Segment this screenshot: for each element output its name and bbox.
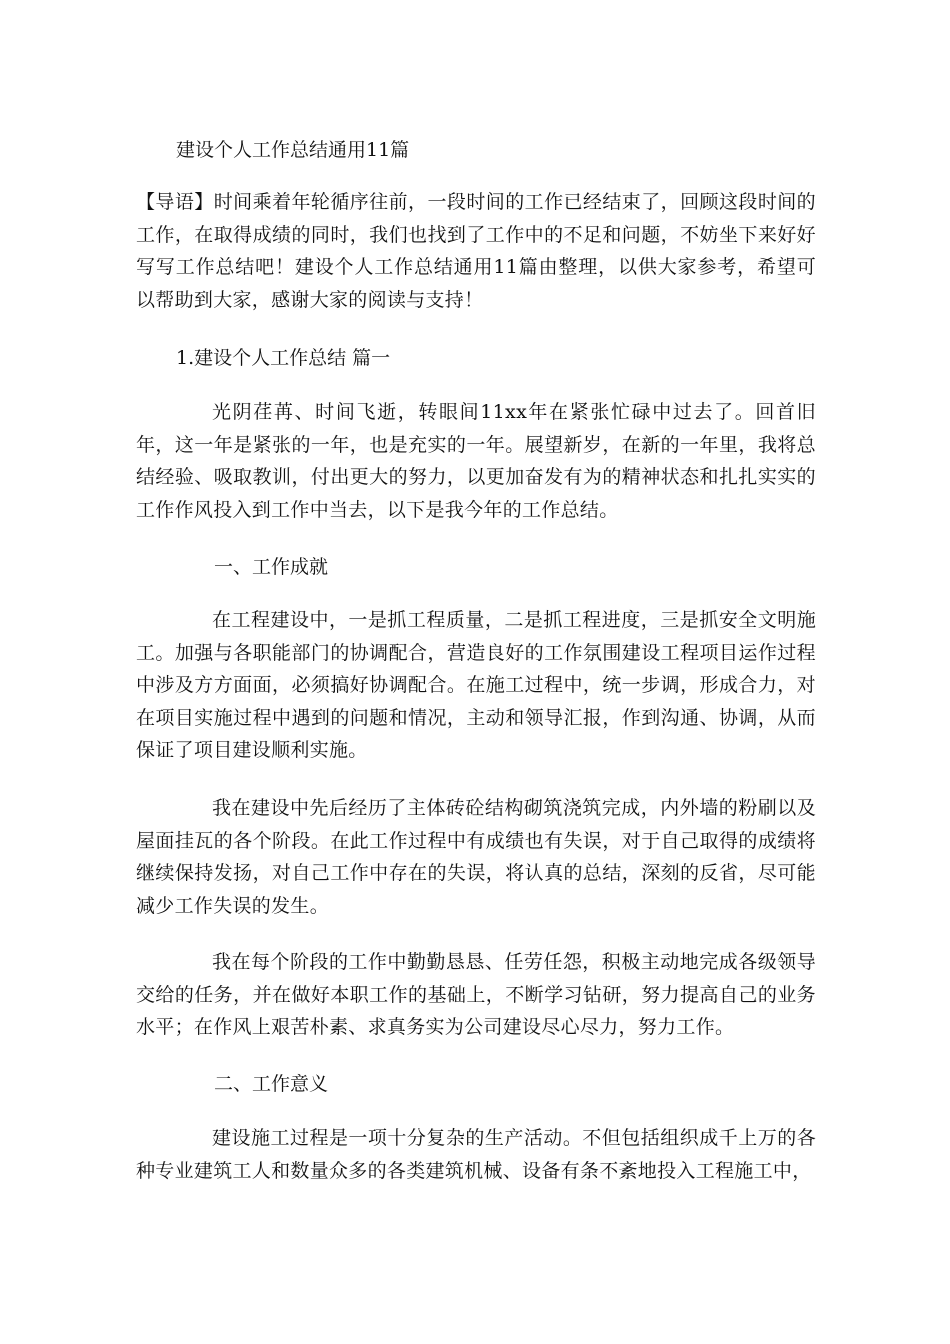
subheading-achievements: 一、工作成就	[214, 556, 329, 578]
paragraph-1: 光阴荏苒、时间飞逝，转眼间11xx年在紧张忙碌中过去了。回首旧年，这一年是紧张的一年，也是充实的一年。展望新岁，在新的一年里，我将总结经验、吸取教训，付出更大的努力，以更加奋发有为的精神状态和扎扎实实的工作作风投入到工作中当去，以下是我今年的工作总结。	[136, 401, 816, 521]
document-title: 建设个人工作总结通用11篇	[176, 139, 410, 161]
paragraph-2: 在工程建设中，一是抓工程质量，二是抓工程进度，三是抓安全文明施工。加强与各职能部门的协调配合，营造良好的工作氛围建设工程项目运作过程中涉及方方面面，必须搞好协调配合。在施工过程中，统一步调，形成合力，对在项目实施过程中遇到的问题和情况，主动和领导汇报，作到沟通、协调，从而保证了项目建设顺利实施。	[136, 609, 816, 761]
paragraph-4: 我在每个阶段的工作中勤勤恳恳、任劳任怨，积极主动地完成各级领导交给的任务，并在做好本职工作的基础上，不断学习钻研，努力提高自己的业务水平；在作风上艰苦朴素、求真务实为公司建设尽心尽力，努力工作。	[136, 951, 816, 1038]
paragraph-5: 建设施工过程是一项十分复杂的生产活动。不但包括组织成千上万的各种专业建筑工人和数量众多的各类建筑机械、设备有条不紊地投入工程施工中，	[136, 1127, 816, 1182]
paragraph-3: 我在建设中先后经历了主体砖砼结构砌筑浇筑完成，内外墙的粉刷以及屋面挂瓦的各个阶段。在此工作过程中有成绩也有失误，对于自己取得的成绩将继续保持发扬，对自己工作中存在的失误，将认真的总结，深刻的反省，尽可能减少工作失误的发生。	[136, 797, 816, 917]
subheading-significance: 二、工作意义	[214, 1073, 329, 1095]
intro-paragraph: 【导语】时间乘着年轮循序往前，一段时间的工作已经结束了，回顾这段时间的工作，在取得成绩的同时，我们也找到了工作中的不足和问题，不妨坐下来好好写写工作总结吧！建设个人工作总结通用11篇由整理，以供大家参考，希望可以帮助到大家，感谢大家的阅读与支持！	[136, 191, 816, 311]
section-heading-1: 1.建设个人工作总结 篇一	[176, 347, 391, 369]
